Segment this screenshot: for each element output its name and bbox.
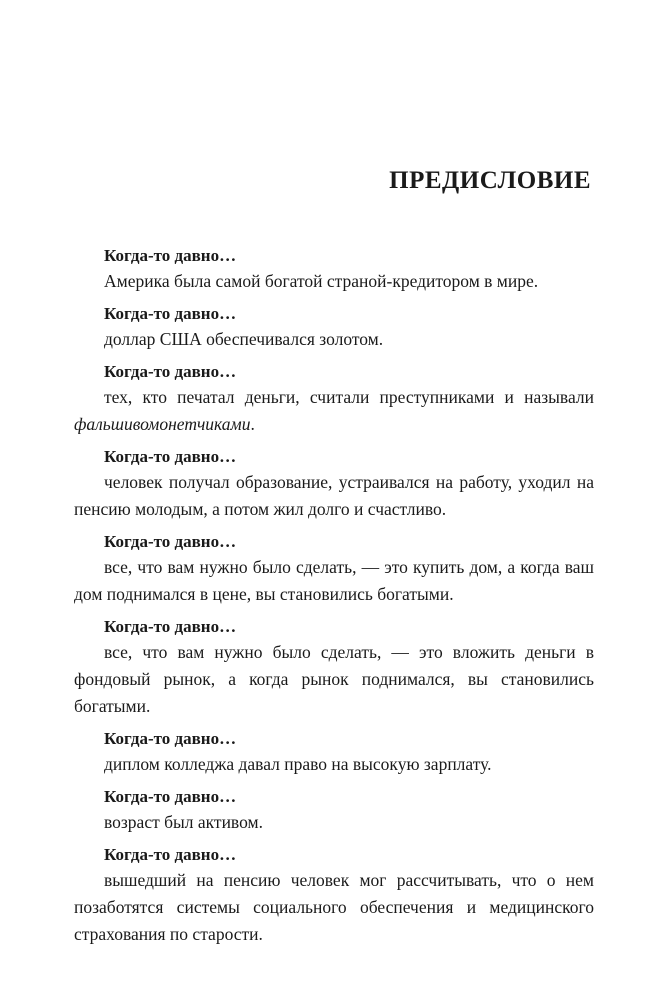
preface-section	[74, 445, 594, 523]
section-text: человек получал образование, устраивался на работу, уходил на пенсию молодым, а потом жил долго и счастливо.	[74, 472, 594, 519]
section-text	[74, 384, 594, 438]
page-title: ПРЕДИСЛОВИЕ	[389, 167, 591, 194]
preface-section	[74, 615, 594, 720]
preface-section	[74, 244, 594, 295]
section-text-end: .	[250, 414, 255, 434]
preface-section	[74, 360, 594, 438]
section-heading: Когда-то давно…	[104, 729, 237, 748]
section-text-main: тех, кто печатал деньги, считали преступниками и называли	[104, 387, 594, 407]
section-text: диплом колледжа давал право на высокую зарплату.	[104, 754, 492, 774]
preface-section	[74, 843, 594, 948]
section-text: все, что вам нужно было сделать, — это купить дом, а когда ваш дом поднимался в цене, вы становились богатыми.	[74, 557, 594, 604]
section-heading: Когда-то давно…	[104, 304, 237, 323]
preface-section	[74, 785, 594, 836]
section-heading: Когда-то давно…	[104, 362, 237, 381]
section-heading: Когда-то давно…	[104, 617, 237, 636]
section-text: возраст был активом.	[104, 812, 263, 832]
section-heading: Когда-то давно…	[104, 845, 237, 864]
preface-section	[74, 302, 594, 353]
section-text: все, что вам нужно было сделать, — это вложить деньги в фондовый рынок, а когда рынок поднимался, вы становились богатыми.	[74, 642, 594, 716]
section-text: Америка была самой богатой страной-кредитором в мире.	[104, 271, 539, 291]
section-text: вышедший на пенсию человек мог рассчитывать, что о нем позаботятся системы социального обеспечения и медицинского страхования по старости.	[74, 870, 594, 944]
section-text-italic: фальшивомонетчиками	[74, 414, 251, 434]
section-heading: Когда-то давно…	[104, 532, 237, 551]
preface-sections	[74, 244, 594, 955]
preface-section	[74, 727, 594, 778]
section-text: доллар США обеспечивался золотом.	[104, 329, 384, 349]
section-heading: Когда-то давно…	[104, 246, 237, 265]
section-heading: Когда-то давно…	[104, 787, 237, 806]
preface-section	[74, 530, 594, 608]
section-heading: Когда-то давно…	[104, 447, 237, 466]
